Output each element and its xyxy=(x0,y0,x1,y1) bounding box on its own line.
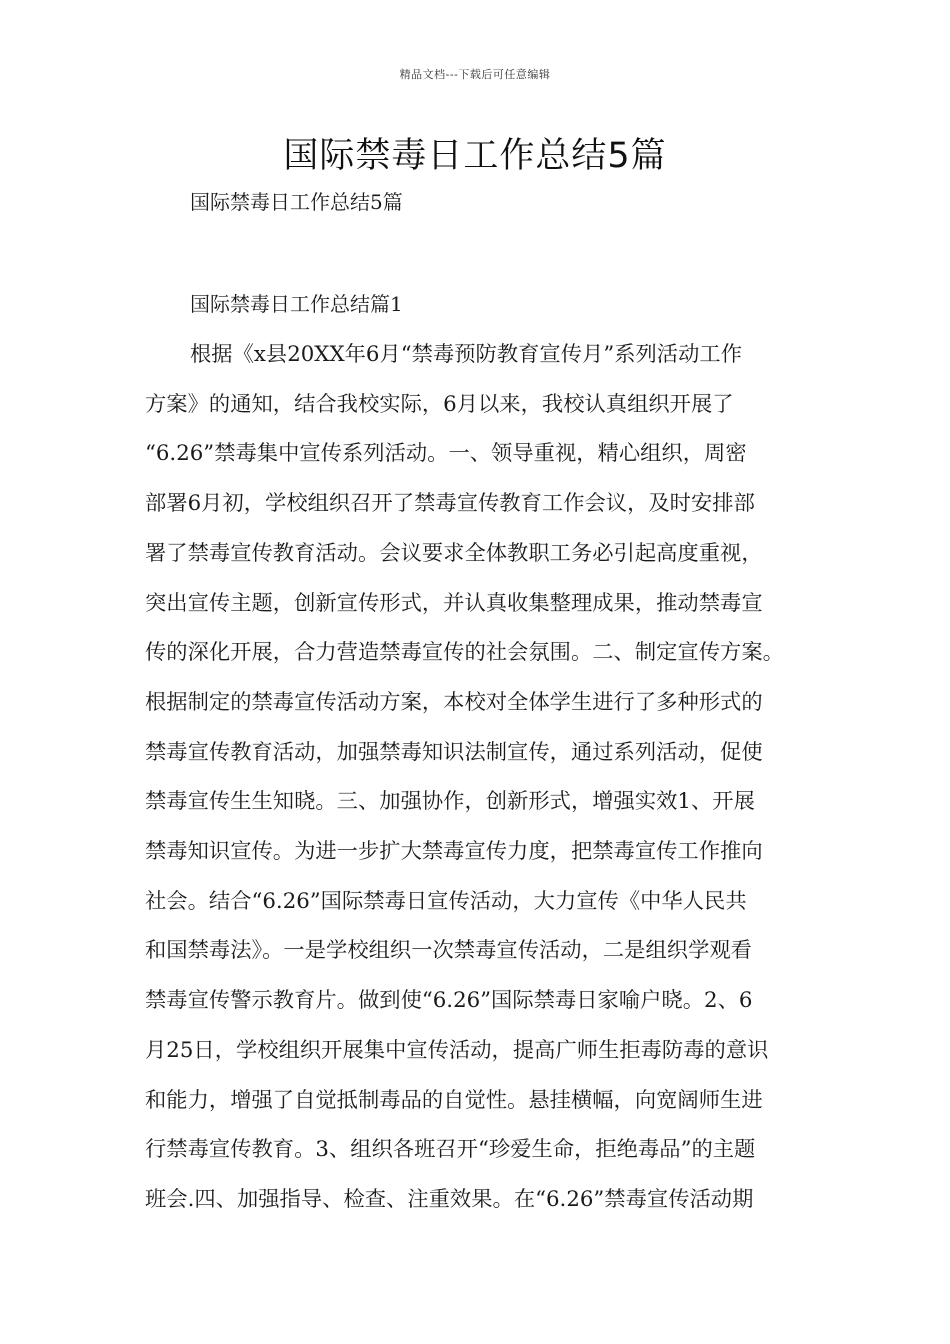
body-line: 传的深化开展，合力营造禁毒宣传的社会氛围。二、制定宣传方案。 xyxy=(145,640,784,666)
body-line: 根据制定的禁毒宣传活动方案，本校对全体学生进行了多种形式的 xyxy=(145,689,763,715)
header-note: 精品文档---下载后可任意编辑 xyxy=(399,68,551,81)
body-line: 禁毒宣传警示教育片。做到使“6.26”国际禁毒日家喻户晓。2、6 xyxy=(145,988,753,1014)
section-heading: 国际禁毒日工作总结篇1 xyxy=(190,292,403,316)
body-line: 根据《x县20XX年6月“禁毒预防教育宣传月”系列活动工作 xyxy=(190,342,742,367)
body-line: 突出宣传主题，创新宣传形式，并认真收集整理成果，推动禁毒宣 xyxy=(145,590,763,616)
body-line: 班会.四、加强指导、检查、注重效果。在“6.26”禁毒宣传活动期 xyxy=(145,1186,754,1212)
body-line: 月25日，学校组织开展集中宣传活动，提高广师生拒毒防毒的意识 xyxy=(145,1037,769,1063)
body-line: 禁毒宣传生生知晓。三、加强协作，创新形式，增强实效1、开展 xyxy=(145,789,755,815)
body-line: “6.26”禁毒集中宣传系列活动。一、领导重视，精心组织，周密 xyxy=(145,441,747,467)
document-title: 国际禁毒日工作总结5篇 xyxy=(283,136,667,176)
body-line: 行禁毒宣传教育。3、组织各班召开“珍爱生命，拒绝毒品”的主题 xyxy=(145,1137,756,1163)
body-line: 社会。结合“6.26”国际禁毒日宣传活动，大力宣传《中华人民共 xyxy=(145,888,747,914)
body-line: 和能力，增强了自觉抵制毒品的自觉性。悬挂横幅，向宽阔师生进 xyxy=(145,1087,763,1113)
body-line: 署了禁毒宣传教育活动。会议要求全体教职工务必引起高度重视， xyxy=(145,540,763,566)
body-line: 禁毒宣传教育活动，加强禁毒知识法制宣传，通过系列活动，促使 xyxy=(145,739,763,765)
body-line: 和国禁毒法》。一是学校组织一次禁毒宣传活动，二是组织学观看 xyxy=(145,938,752,964)
body-line: 部署6月初，学校组织召开了禁毒宣传教育工作会议，及时安排部 xyxy=(145,491,755,517)
body-line: 方案》的通知，结合我校实际，6月以来，我校认真组织开展了 xyxy=(145,391,734,417)
document-subtitle: 国际禁毒日工作总结5篇 xyxy=(190,190,403,214)
body-line: 禁毒知识宣传。为进一步扩大禁毒宣传力度，把禁毒宣传工作推向 xyxy=(145,839,763,864)
